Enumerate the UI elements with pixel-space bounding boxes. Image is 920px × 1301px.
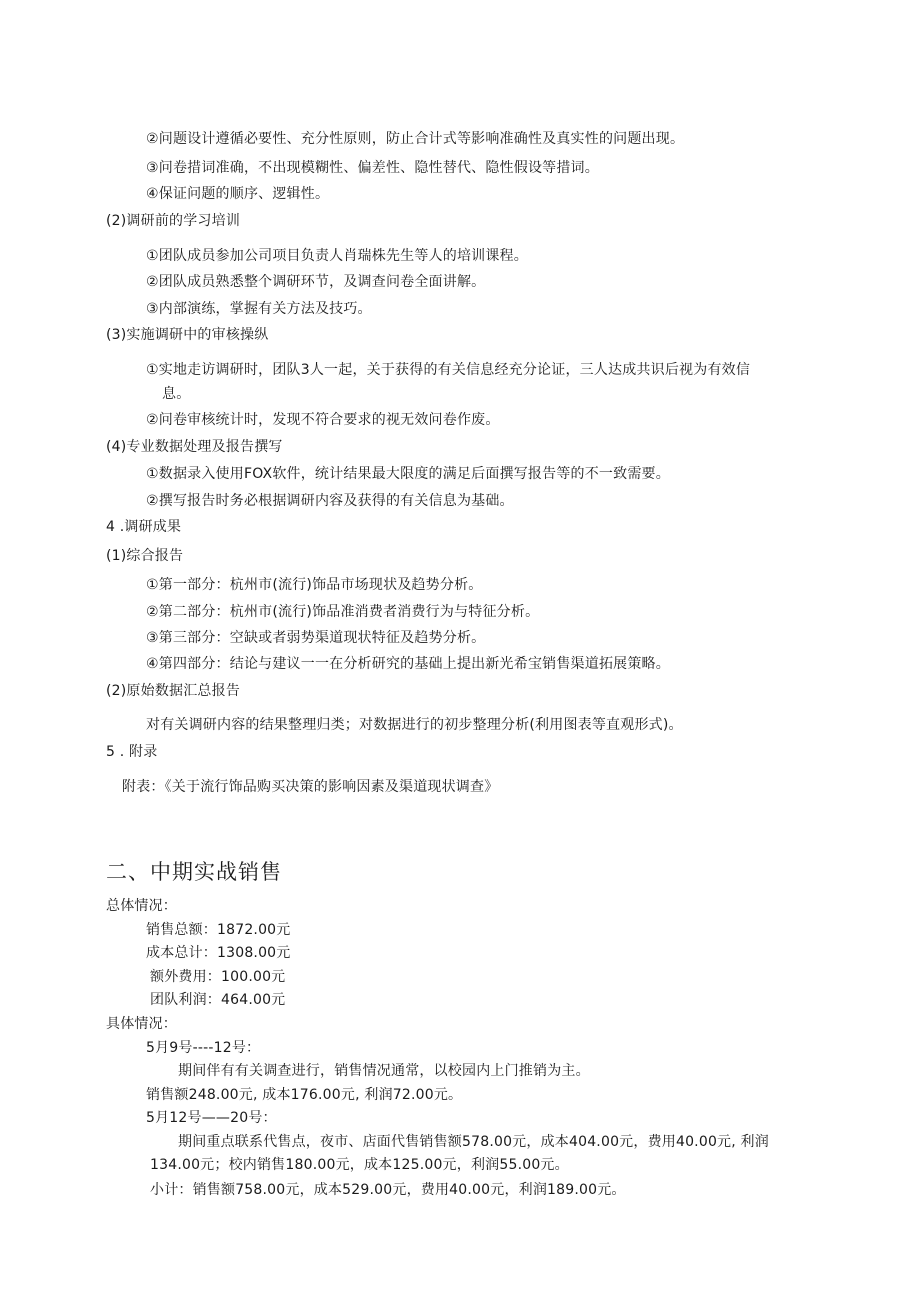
summary-line: 团队利润：464.00元 — [150, 992, 286, 1008]
text-line: 期间重点联系代售点，夜市、店面代售销售额578.00元，成本404.00元，费用40.00元, 利润 — [178, 1134, 769, 1150]
text-line: ②第二部分：杭州市(流行)饰品准消费者消费行为与特征分析。 — [146, 604, 540, 620]
text-line: 5月9号----12号： — [146, 1040, 261, 1056]
text-line: 息。 — [162, 386, 191, 402]
text-line: ③问卷措词准确，不出现模糊性、偏差性、隐性替代、隐性假设等措词。 — [146, 160, 599, 176]
section-number-heading: 4 .调研成果 — [106, 519, 182, 535]
summary-line: 成本总计：1308.00元 — [146, 945, 291, 961]
text-line: ②问卷审核统计时，发现不符合要求的视无效问卷作废。 — [146, 412, 500, 428]
text-line: ①数据录入使用FOX软件，统计结果最大限度的满足后面撰写报告等的不一致需要。 — [146, 466, 670, 482]
text-line: 总体情况： — [106, 898, 177, 914]
text-line: 期间伴有有关调查进行，销售情况通常，以校园内上门推销为主。 — [178, 1063, 590, 1079]
subsection-heading: (4)专业数据处理及报告撰写 — [106, 439, 283, 455]
text-line: 附表：《关于流行饰品购买决策的影响因素及渠道现状调查》 — [122, 779, 499, 795]
text-line: ②撰写报告时务必根据调研内容及获得的有关信息为基础。 — [146, 493, 514, 509]
text-line: 5月12号——20号： — [146, 1110, 277, 1126]
text-line: 销售额248.00元, 成本176.00元, 利润72.00元。 — [146, 1087, 463, 1103]
section-number-heading: 5 . 附录 — [106, 744, 158, 760]
text-line: ①实地走访调研时，团队3人一起，关于获得的有关信息经充分论证，三人达成共识后视为有效信 — [146, 362, 751, 378]
text-line: ①第一部分：杭州市(流行)饰品市场现状及趋势分析。 — [146, 577, 483, 593]
subsection-heading: (2)调研前的学习培训 — [106, 213, 241, 229]
subsection-heading: (2)原始数据汇总报告 — [106, 683, 241, 699]
text-line: ④第四部分：结论与建议一一在分析研究的基础上提出新光希宝销售渠道拓展策略。 — [146, 656, 670, 672]
summary-line: 销售总额：1872.00元 — [146, 922, 291, 938]
subsection-heading: (3)实施调研中的审核操纵 — [106, 327, 269, 343]
text-line: 具体情况： — [106, 1016, 177, 1032]
text-line: ③内部演练，掌握有关方法及技巧。 — [146, 301, 372, 317]
text-line: 对有关调研内容的结果整理归类；对数据进行的初步整理分析(利用图表等直观形式)。 — [146, 717, 683, 733]
text-line: 小计：销售额758.00元，成本529.00元，费用40.00元，利润189.00元。 — [150, 1182, 626, 1198]
subsection-heading: (1)综合报告 — [106, 548, 184, 564]
text-line: ①团队成员参加公司项目负责人肖瑞株先生等人的培训课程。 — [146, 248, 528, 264]
text-line: 134.00元；校内销售180.00元，成本125.00元，利润55.00元。 — [150, 1157, 569, 1173]
text-line: ④保证问题的顺序、逻辑性。 — [146, 186, 330, 202]
summary-line: 额外费用：100.00元 — [150, 969, 286, 985]
section-heading: 二、中期实战销售 — [106, 860, 282, 884]
text-line: ②问题设计遵循必要性、充分性原则，防止合计式等影响准确性及真实性的问题出现。 — [146, 131, 685, 147]
text-line: ③第三部分：空缺或者弱势渠道现状特征及趋势分析。 — [146, 630, 486, 646]
text-line: ②团队成员熟悉整个调研环节，及调查问卷全面讲解。 — [146, 274, 486, 290]
